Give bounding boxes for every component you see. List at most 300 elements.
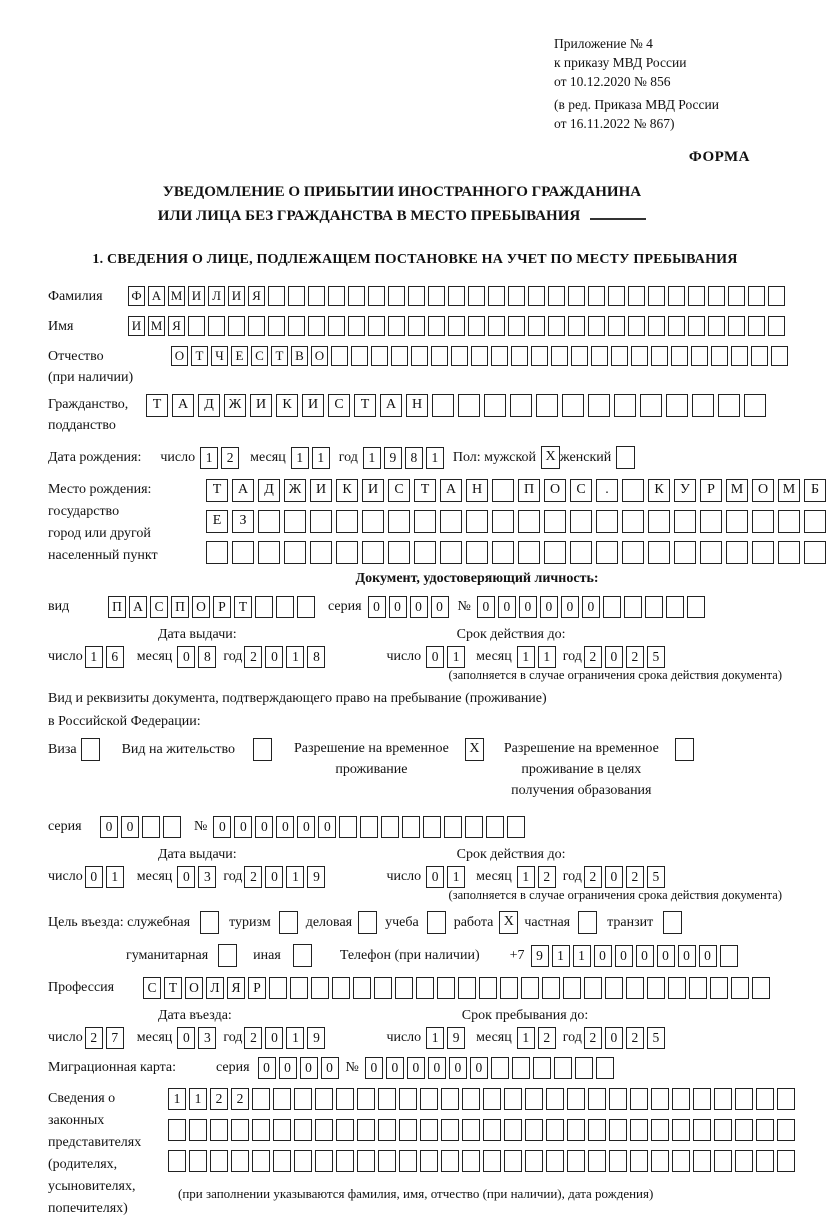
char-cell[interactable] [336, 1119, 354, 1141]
char-cell[interactable]: 1 [286, 1027, 304, 1049]
char-cell[interactable] [462, 1088, 480, 1110]
char-cell[interactable] [718, 394, 740, 417]
char-cell[interactable] [331, 346, 348, 366]
checkbox-transit[interactable] [663, 911, 682, 934]
char-cell[interactable] [483, 1088, 501, 1110]
char-cell[interactable] [500, 977, 518, 999]
char-cell[interactable]: 0 [678, 945, 696, 967]
char-cell[interactable] [408, 286, 425, 306]
char-cell[interactable]: Т [234, 596, 252, 618]
char-cell[interactable] [752, 510, 774, 533]
char-cell[interactable]: С [570, 479, 592, 502]
char-cell[interactable]: 0 [100, 816, 118, 838]
char-cell[interactable] [668, 286, 685, 306]
char-cell[interactable] [688, 316, 705, 336]
char-cell[interactable]: О [544, 479, 566, 502]
char-cell[interactable] [378, 1119, 396, 1141]
char-cell[interactable] [640, 394, 662, 417]
char-cell[interactable] [777, 1119, 795, 1141]
char-cell[interactable]: 0 [265, 866, 283, 888]
char-cell[interactable] [628, 316, 645, 336]
char-cell[interactable] [488, 316, 505, 336]
char-cell[interactable] [693, 1119, 711, 1141]
char-cell[interactable]: О [192, 596, 210, 618]
char-cell[interactable] [624, 596, 642, 618]
char-cell[interactable] [308, 316, 325, 336]
char-cell[interactable]: 1 [286, 866, 304, 888]
char-cell[interactable] [548, 286, 565, 306]
char-cell[interactable]: О [311, 346, 328, 366]
char-cell[interactable]: Т [164, 977, 182, 999]
char-cell[interactable] [402, 816, 420, 838]
char-cell[interactable]: Р [213, 596, 231, 618]
char-cell[interactable]: П [108, 596, 126, 618]
char-cell[interactable] [388, 316, 405, 336]
char-cell[interactable] [206, 541, 228, 564]
char-cell[interactable] [368, 316, 385, 336]
char-cell[interactable] [567, 1150, 585, 1172]
char-cell[interactable] [603, 596, 621, 618]
char-cell[interactable]: 3 [198, 1027, 216, 1049]
char-cell[interactable] [748, 286, 765, 306]
char-cell[interactable] [504, 1088, 522, 1110]
char-cell[interactable]: 3 [198, 866, 216, 888]
char-cell[interactable] [608, 286, 625, 306]
char-cell[interactable] [668, 316, 685, 336]
checkbox-residence-permit[interactable] [253, 738, 272, 761]
char-cell[interactable] [648, 510, 670, 533]
char-cell[interactable]: 1 [168, 1088, 186, 1110]
char-cell[interactable] [648, 316, 665, 336]
char-cell[interactable]: 1 [85, 646, 103, 668]
char-cell[interactable] [491, 1057, 509, 1079]
char-cell[interactable] [630, 1150, 648, 1172]
char-cell[interactable] [548, 316, 565, 336]
char-cell[interactable] [551, 346, 568, 366]
char-cell[interactable] [328, 286, 345, 306]
char-cell[interactable]: 0 [177, 866, 195, 888]
char-cell[interactable]: 2 [85, 1027, 103, 1049]
char-cell[interactable]: Н [466, 479, 488, 502]
char-cell[interactable] [731, 346, 748, 366]
char-cell[interactable]: 0 [605, 646, 623, 668]
char-cell[interactable] [381, 816, 399, 838]
char-cell[interactable] [588, 394, 610, 417]
char-cell[interactable] [374, 977, 392, 999]
char-cell[interactable]: 5 [647, 646, 665, 668]
char-cell[interactable] [336, 541, 358, 564]
char-cell[interactable] [210, 1119, 228, 1141]
char-cell[interactable]: 2 [231, 1088, 249, 1110]
char-cell[interactable] [546, 1088, 564, 1110]
char-cell[interactable]: 0 [177, 1027, 195, 1049]
char-cell[interactable] [651, 1150, 669, 1172]
char-cell[interactable]: 0 [431, 596, 449, 618]
char-cell[interactable] [626, 977, 644, 999]
char-cell[interactable] [388, 541, 410, 564]
char-cell[interactable] [391, 346, 408, 366]
char-cell[interactable] [308, 286, 325, 306]
char-cell[interactable]: 8 [198, 646, 216, 668]
char-cell[interactable] [315, 1119, 333, 1141]
char-cell[interactable] [567, 1119, 585, 1141]
char-cell[interactable] [255, 596, 273, 618]
char-cell[interactable] [269, 977, 287, 999]
char-cell[interactable] [484, 394, 506, 417]
char-cell[interactable]: Я [227, 977, 245, 999]
char-cell[interactable]: 0 [540, 596, 558, 618]
char-cell[interactable]: В [291, 346, 308, 366]
char-cell[interactable] [414, 541, 436, 564]
char-cell[interactable] [651, 1088, 669, 1110]
char-cell[interactable]: 9 [531, 945, 549, 967]
char-cell[interactable] [462, 1150, 480, 1172]
char-cell[interactable] [276, 596, 294, 618]
char-cell[interactable] [671, 346, 688, 366]
char-cell[interactable] [672, 1150, 690, 1172]
char-cell[interactable]: 2 [244, 1027, 262, 1049]
char-cell[interactable] [189, 1119, 207, 1141]
char-cell[interactable]: И [310, 479, 332, 502]
char-cell[interactable] [567, 1088, 585, 1110]
char-cell[interactable] [542, 977, 560, 999]
char-cell[interactable]: И [188, 286, 205, 306]
char-cell[interactable]: Т [354, 394, 376, 417]
checkbox-official[interactable] [200, 911, 219, 934]
char-cell[interactable]: А [440, 479, 462, 502]
char-cell[interactable]: 9 [447, 1027, 465, 1049]
checkbox-private[interactable] [578, 911, 597, 934]
char-cell[interactable] [491, 346, 508, 366]
char-cell[interactable] [294, 1150, 312, 1172]
char-cell[interactable] [252, 1150, 270, 1172]
char-cell[interactable] [700, 541, 722, 564]
char-cell[interactable] [408, 316, 425, 336]
char-cell[interactable] [486, 816, 504, 838]
char-cell[interactable] [378, 1088, 396, 1110]
char-cell[interactable] [288, 316, 305, 336]
char-cell[interactable]: 0 [519, 596, 537, 618]
char-cell[interactable]: Т [414, 479, 436, 502]
char-cell[interactable] [693, 1150, 711, 1172]
char-cell[interactable]: 0 [279, 1057, 297, 1079]
char-cell[interactable] [336, 1088, 354, 1110]
char-cell[interactable]: И [228, 286, 245, 306]
char-cell[interactable] [471, 346, 488, 366]
char-cell[interactable] [311, 977, 329, 999]
char-cell[interactable] [726, 510, 748, 533]
char-cell[interactable] [414, 510, 436, 533]
char-cell[interactable] [720, 945, 738, 967]
char-cell[interactable]: 0 [477, 596, 495, 618]
char-cell[interactable] [416, 977, 434, 999]
char-cell[interactable] [752, 541, 774, 564]
char-cell[interactable] [248, 316, 265, 336]
char-cell[interactable]: 0 [594, 945, 612, 967]
char-cell[interactable] [568, 316, 585, 336]
char-cell[interactable]: 1 [517, 1027, 535, 1049]
char-cell[interactable] [687, 596, 705, 618]
checkbox-female[interactable] [616, 446, 635, 469]
char-cell[interactable] [399, 1119, 417, 1141]
char-cell[interactable] [168, 1119, 186, 1141]
char-cell[interactable] [596, 510, 618, 533]
char-cell[interactable]: Д [198, 394, 220, 417]
char-cell[interactable] [441, 1088, 459, 1110]
char-cell[interactable]: 5 [647, 1027, 665, 1049]
char-cell[interactable] [252, 1119, 270, 1141]
char-cell[interactable] [328, 316, 345, 336]
char-cell[interactable] [777, 1088, 795, 1110]
char-cell[interactable] [294, 1119, 312, 1141]
char-cell[interactable] [504, 1119, 522, 1141]
char-cell[interactable] [468, 286, 485, 306]
char-cell[interactable] [336, 510, 358, 533]
char-cell[interactable]: Ф [128, 286, 145, 306]
char-cell[interactable]: 1 [291, 447, 309, 469]
char-cell[interactable] [752, 977, 770, 999]
char-cell[interactable] [648, 541, 670, 564]
char-cell[interactable] [310, 541, 332, 564]
char-cell[interactable] [360, 816, 378, 838]
char-cell[interactable]: 0 [426, 646, 444, 668]
char-cell[interactable] [388, 286, 405, 306]
char-cell[interactable]: Ж [224, 394, 246, 417]
char-cell[interactable]: К [276, 394, 298, 417]
char-cell[interactable]: 0 [615, 945, 633, 967]
char-cell[interactable] [666, 394, 688, 417]
char-cell[interactable] [411, 346, 428, 366]
char-cell[interactable] [588, 316, 605, 336]
char-cell[interactable] [804, 510, 826, 533]
char-cell[interactable] [231, 1119, 249, 1141]
char-cell[interactable]: 2 [584, 646, 602, 668]
char-cell[interactable]: А [172, 394, 194, 417]
char-cell[interactable] [466, 541, 488, 564]
char-cell[interactable] [362, 510, 384, 533]
char-cell[interactable]: 1 [363, 447, 381, 469]
char-cell[interactable] [570, 510, 592, 533]
char-cell[interactable] [348, 286, 365, 306]
char-cell[interactable] [357, 1119, 375, 1141]
checkbox-visa[interactable] [81, 738, 100, 761]
char-cell[interactable] [544, 510, 566, 533]
char-cell[interactable]: Л [206, 977, 224, 999]
char-cell[interactable]: Б [804, 479, 826, 502]
char-cell[interactable]: Т [271, 346, 288, 366]
char-cell[interactable]: 2 [221, 447, 239, 469]
char-cell[interactable] [666, 596, 684, 618]
char-cell[interactable]: 0 [255, 816, 273, 838]
char-cell[interactable]: 1 [312, 447, 330, 469]
char-cell[interactable]: Е [206, 510, 228, 533]
char-cell[interactable] [339, 816, 357, 838]
char-cell[interactable] [647, 977, 665, 999]
char-cell[interactable]: Т [206, 479, 228, 502]
char-cell[interactable] [273, 1119, 291, 1141]
char-cell[interactable] [378, 1150, 396, 1172]
char-cell[interactable]: З [232, 510, 254, 533]
char-cell[interactable] [468, 316, 485, 336]
char-cell[interactable]: У [674, 479, 696, 502]
char-cell[interactable] [778, 541, 800, 564]
char-cell[interactable] [689, 977, 707, 999]
char-cell[interactable] [507, 816, 525, 838]
char-cell[interactable]: 0 [321, 1057, 339, 1079]
char-cell[interactable] [544, 541, 566, 564]
char-cell[interactable]: М [778, 479, 800, 502]
checkbox-work[interactable]: X [499, 911, 518, 934]
char-cell[interactable] [231, 1150, 249, 1172]
char-cell[interactable]: 0 [582, 596, 600, 618]
char-cell[interactable] [605, 977, 623, 999]
char-cell[interactable]: М [148, 316, 165, 336]
char-cell[interactable]: 0 [177, 646, 195, 668]
char-cell[interactable] [399, 1150, 417, 1172]
char-cell[interactable] [563, 977, 581, 999]
char-cell[interactable] [510, 394, 532, 417]
char-cell[interactable] [731, 977, 749, 999]
char-cell[interactable]: Л [208, 286, 225, 306]
char-cell[interactable]: 0 [407, 1057, 425, 1079]
char-cell[interactable] [508, 286, 525, 306]
char-cell[interactable] [628, 286, 645, 306]
char-cell[interactable]: 1 [573, 945, 591, 967]
char-cell[interactable] [756, 1150, 774, 1172]
char-cell[interactable]: 2 [538, 866, 556, 888]
char-cell[interactable] [441, 1150, 459, 1172]
char-cell[interactable] [332, 977, 350, 999]
char-cell[interactable] [437, 977, 455, 999]
char-cell[interactable] [431, 346, 448, 366]
char-cell[interactable] [168, 1150, 186, 1172]
char-cell[interactable] [525, 1088, 543, 1110]
char-cell[interactable] [188, 316, 205, 336]
char-cell[interactable] [440, 510, 462, 533]
char-cell[interactable]: 0 [699, 945, 717, 967]
char-cell[interactable]: А [380, 394, 402, 417]
char-cell[interactable]: 1 [426, 447, 444, 469]
char-cell[interactable] [591, 346, 608, 366]
char-cell[interactable] [525, 1150, 543, 1172]
char-cell[interactable] [609, 1150, 627, 1172]
char-cell[interactable] [448, 286, 465, 306]
char-cell[interactable]: 1 [426, 1027, 444, 1049]
char-cell[interactable] [744, 394, 766, 417]
char-cell[interactable] [630, 1088, 648, 1110]
char-cell[interactable] [777, 1150, 795, 1172]
char-cell[interactable] [768, 286, 785, 306]
char-cell[interactable] [399, 1088, 417, 1110]
char-cell[interactable] [395, 977, 413, 999]
char-cell[interactable] [353, 977, 371, 999]
char-cell[interactable]: И [250, 394, 272, 417]
char-cell[interactable] [672, 1119, 690, 1141]
char-cell[interactable] [511, 346, 528, 366]
checkbox-temp-residence-edu[interactable] [675, 738, 694, 761]
char-cell[interactable] [630, 1119, 648, 1141]
char-cell[interactable]: 1 [286, 646, 304, 668]
char-cell[interactable] [528, 316, 545, 336]
char-cell[interactable] [614, 394, 636, 417]
char-cell[interactable]: М [168, 286, 185, 306]
char-cell[interactable]: 0 [297, 816, 315, 838]
char-cell[interactable]: П [171, 596, 189, 618]
char-cell[interactable]: 5 [647, 866, 665, 888]
char-cell[interactable]: 9 [307, 866, 325, 888]
char-cell[interactable]: 9 [384, 447, 402, 469]
char-cell[interactable]: 0 [265, 1027, 283, 1049]
char-cell[interactable] [570, 541, 592, 564]
char-cell[interactable] [728, 316, 745, 336]
char-cell[interactable]: С [328, 394, 350, 417]
char-cell[interactable] [708, 286, 725, 306]
char-cell[interactable] [691, 346, 708, 366]
char-cell[interactable] [440, 541, 462, 564]
char-cell[interactable] [228, 316, 245, 336]
char-cell[interactable]: 0 [470, 1057, 488, 1079]
char-cell[interactable] [518, 510, 540, 533]
char-cell[interactable] [735, 1119, 753, 1141]
char-cell[interactable]: Д [258, 479, 280, 502]
char-cell[interactable] [284, 541, 306, 564]
char-cell[interactable] [208, 316, 225, 336]
char-cell[interactable] [711, 346, 728, 366]
char-cell[interactable] [575, 1057, 593, 1079]
char-cell[interactable]: 2 [626, 1027, 644, 1049]
char-cell[interactable] [444, 816, 462, 838]
char-cell[interactable]: 8 [405, 447, 423, 469]
char-cell[interactable]: 1 [552, 945, 570, 967]
char-cell[interactable] [258, 510, 280, 533]
char-cell[interactable]: 0 [121, 816, 139, 838]
char-cell[interactable]: 0 [428, 1057, 446, 1079]
char-cell[interactable]: 1 [189, 1088, 207, 1110]
char-cell[interactable]: 6 [106, 646, 124, 668]
char-cell[interactable] [756, 1088, 774, 1110]
char-cell[interactable] [504, 1150, 522, 1172]
char-cell[interactable] [294, 1088, 312, 1110]
char-cell[interactable]: 9 [307, 1027, 325, 1049]
char-cell[interactable] [536, 394, 558, 417]
char-cell[interactable] [423, 816, 441, 838]
char-cell[interactable] [768, 316, 785, 336]
char-cell[interactable] [432, 394, 454, 417]
char-cell[interactable] [588, 286, 605, 306]
checkbox-humanitarian[interactable] [218, 944, 237, 967]
char-cell[interactable] [336, 1150, 354, 1172]
char-cell[interactable] [568, 286, 585, 306]
char-cell[interactable]: 0 [389, 596, 407, 618]
char-cell[interactable] [368, 286, 385, 306]
char-cell[interactable] [284, 510, 306, 533]
char-cell[interactable]: М [726, 479, 748, 502]
char-cell[interactable] [492, 541, 514, 564]
checkbox-tourism[interactable] [279, 911, 298, 934]
char-cell[interactable] [609, 1119, 627, 1141]
char-cell[interactable] [462, 1119, 480, 1141]
char-cell[interactable]: 0 [234, 816, 252, 838]
char-cell[interactable] [189, 1150, 207, 1172]
char-cell[interactable] [163, 816, 181, 838]
char-cell[interactable] [531, 346, 548, 366]
char-cell[interactable] [315, 1150, 333, 1172]
char-cell[interactable] [297, 596, 315, 618]
char-cell[interactable]: 0 [276, 816, 294, 838]
char-cell[interactable]: Ж [284, 479, 306, 502]
char-cell[interactable] [441, 1119, 459, 1141]
char-cell[interactable]: 0 [605, 866, 623, 888]
